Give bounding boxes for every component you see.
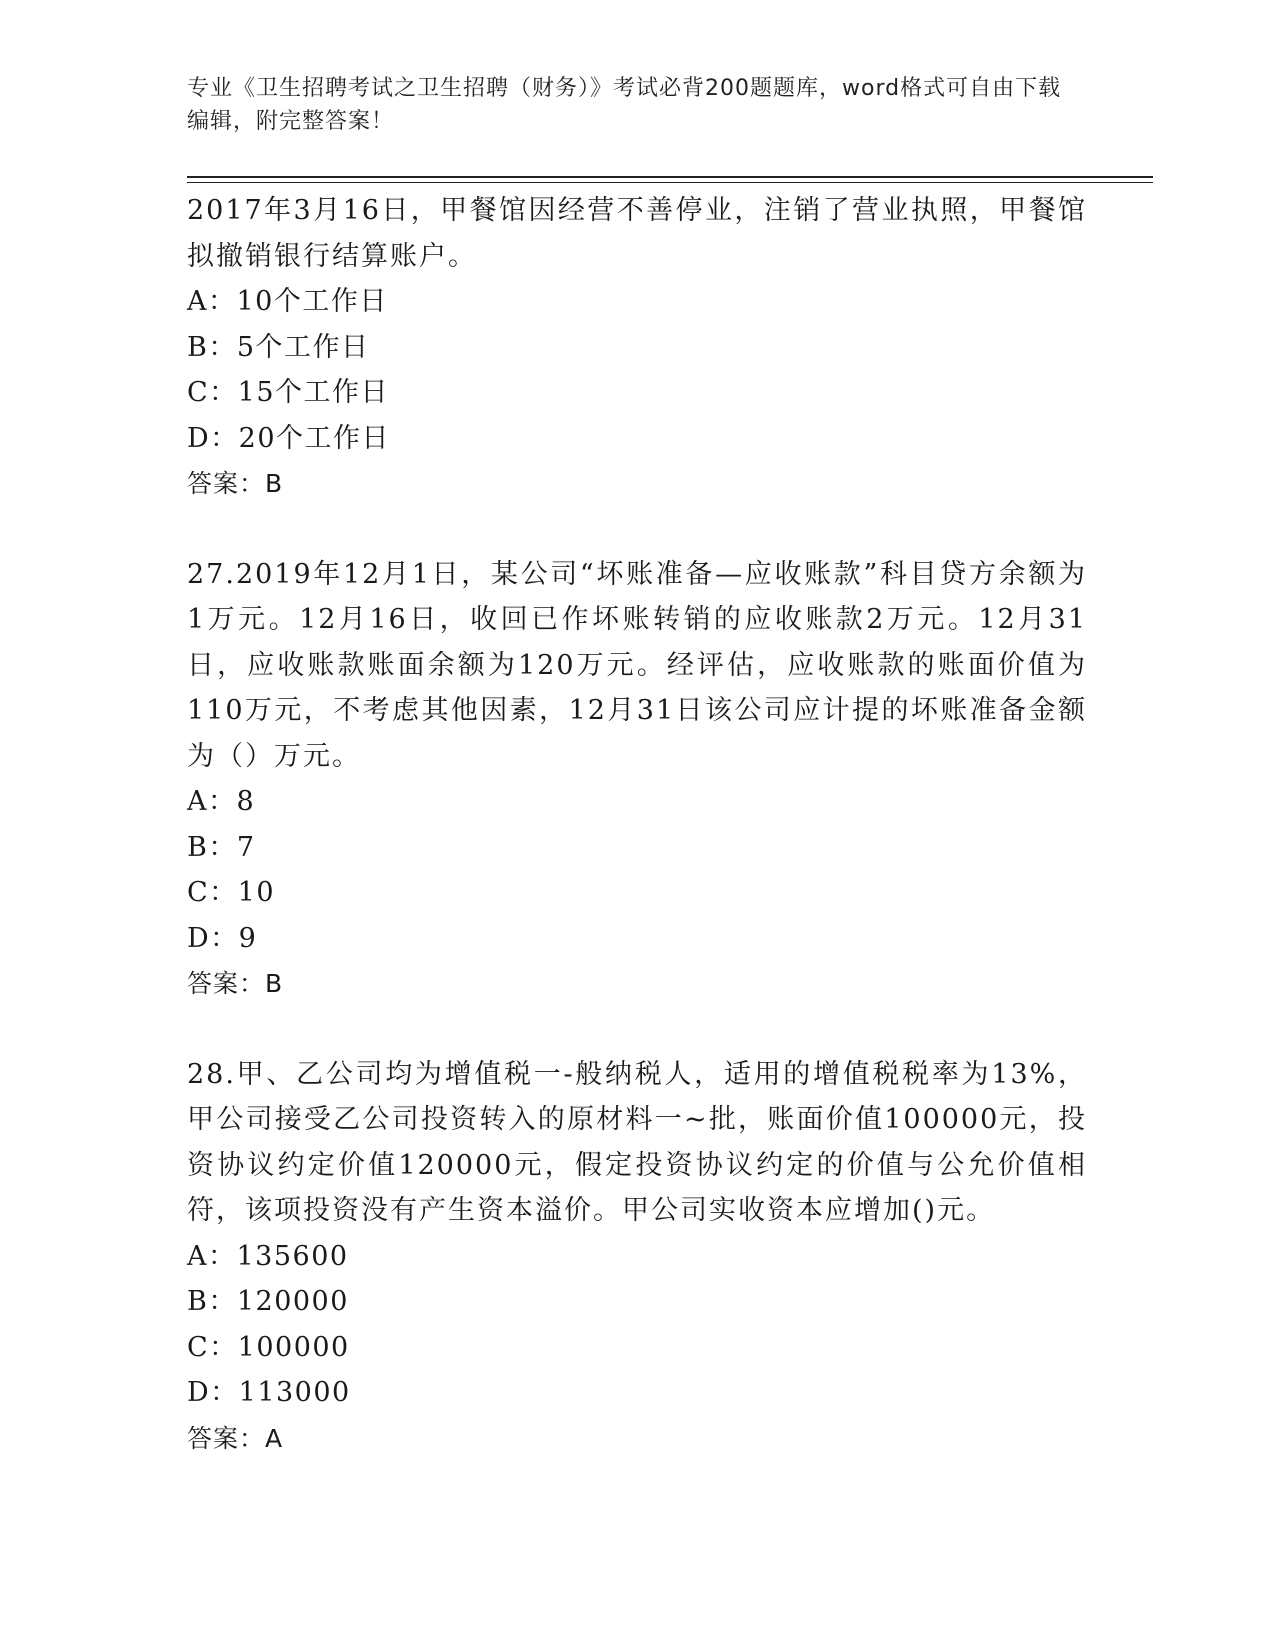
question-list <box>187 188 1087 1461</box>
option-b: B：7 <box>187 831 256 863</box>
option-c: C：100000 <box>187 1331 350 1363</box>
header-rule-thick <box>187 176 1153 178</box>
question-gap <box>187 1007 1087 1052</box>
option-d: D：20个工作日 <box>187 422 391 454</box>
option-b: B：5个工作日 <box>187 331 370 363</box>
option-a: A：10个工作日 <box>187 286 388 317</box>
question-block <box>187 188 1087 507</box>
header-rule-thin <box>187 182 1153 183</box>
option-a: A：8 <box>187 786 256 817</box>
question-block <box>187 1052 1087 1462</box>
answer-line: 答案：B <box>187 969 284 998</box>
option-a: A：135600 <box>187 1240 349 1272</box>
question-gap <box>187 507 1087 552</box>
option-c: C：10 <box>187 877 276 908</box>
document-header: 专业《卫生招聘考试之卫生招聘（财务）》考试必背200题题库，word格式可自由下载编辑，附完整答案！ <box>187 76 1062 134</box>
answer-line: 答案：B <box>187 469 284 498</box>
option-c: C：15个工作日 <box>187 377 390 408</box>
option-b: B：120000 <box>187 1286 349 1317</box>
question-block <box>187 552 1087 1007</box>
option-d: D：113000 <box>187 1377 351 1408</box>
option-d: D：9 <box>187 922 258 954</box>
question-stem: 27.2019年12月1日，某公司“坏账准备—应收账款”科目贷方余额为1万元。12月16日，收回已作坏账转销的应收账款2万元。12月31日，应收账款账面余额为120万元。经评估，应收账款的账面价值为110万元，不考虑其他因素，12月31日该公司应计提的坏账准备金额为（）万元。 <box>187 558 1087 772</box>
question-stem: 2017年3月16日，甲餐馆因经营不善停业，注销了营业执照，甲餐馆拟撤销银行结算账户。 <box>187 195 1087 272</box>
answer-line: 答案：A <box>187 1423 284 1453</box>
question-stem: 28.甲、乙公司均为增值税一-般纳税人，适用的增值税税率为13%，甲公司接受乙公司投资转入的原材料一~批，账面价值100000元，投资协议约定价值120000元，假定投资协议约定的价值与公允价值相符，该项投资没有产生资本溢价。甲公司实收资本应增加()元。 <box>187 1058 1087 1226</box>
